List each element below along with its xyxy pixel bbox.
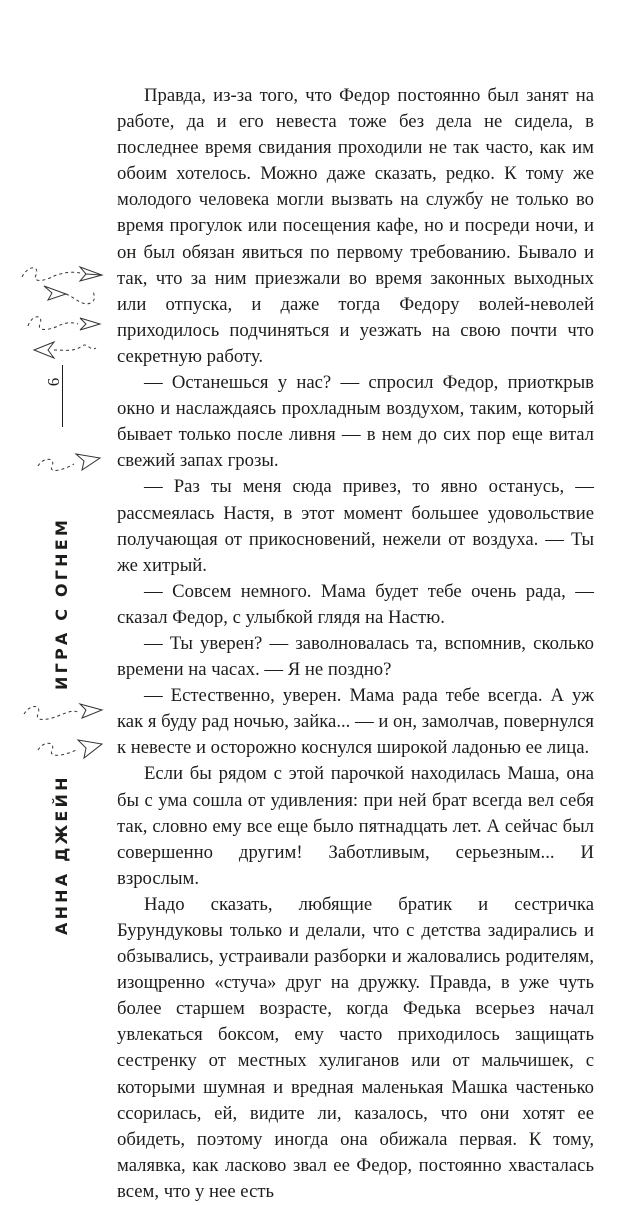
paragraph: Если бы рядом с этой парочкой находилась Маша, она бы с ума сошла от удивления: при ней брат всегда вел себя так, словно ему все еще было пятнадцать лет. А сейчас был совершенно другим! Заботливым, серьезным... И взрослым. [117,763,594,889]
left-margin [0,0,110,1000]
paragraph: — Ты уверен? — заволновалась та, вспомнив, сколько времени на часах. — Я не поздно? [117,632,594,681]
paper-plane-icon [20,696,106,726]
paragraph: — Естественно, уверен. Мама рада тебе всегда. А уж как я буду рад ночью, зайка... — и он, замолчав, повернулся к невесте и осторожно коснулся широкой ладонью ее лица. [117,685,594,759]
paper-plane-icon [24,306,104,340]
page-number: 6 [44,377,63,387]
paragraph: — Раз ты меня сюда привез, то явно останусь, — рассмеялась Настя, в этот момент большее удовольствие получающая от прикосновений, нежели от воздуха. — Ты же хитрый. [117,476,594,576]
paper-plane-icon [34,734,106,764]
body-text [117,83,594,1205]
book-title: ИГРА С ОГНЕМ [52,516,71,690]
paragraph: Надо сказать, любящие братик и сестричка Бурундуковы только и делали, что с детства задирались и обзывались, устраивали разборки и жаловались родителям, изощренно «стуча» друг на дружку. Правда, в уже чуть более старшем возрасте, когда Федька всерьез начал увлекаться боксом, ему часто приходилось защищать сестренку от местных хулиганов или от мальчишек, с которыми шумная и вредная маленькая Машка частенько ссорилась, ей, видите ли, казалось, что они хотят ее обидеть, поэтому иногда она обижала первая. К тому, малявка, как ласково звал ее Федор, постоянно хвасталась всем, что у нее есть [117,893,594,1202]
paper-plane-icon [30,336,102,364]
book-author: АННА ДЖЕЙН [52,774,71,935]
paper-plane-icon [34,448,104,478]
paragraph: Правда, из-за того, что Федор постоянно был занят на работе, да и его невеста тоже без дела не сидела, в последнее время свидания проходили не так часто, как им обоим хотелось. Можно даже сказать, редко. К тому же молодого человека могли вызвать на службу не только во время прогулок или посещения кафе, но и посреди ночи, и он был обязан явиться по первому требованию. Бывало и так, что за ним приезжали во время законных выходных или отпуска, и даже тогда Федору волей-неволей приходилось подчиняться и уезжать на свою почти что секретную работу. [117,85,594,367]
paragraph: — Останешься у нас? — спросил Федор, приоткрыв окно и наслаждаясь прохладным воздухом, таким, который бывает только после ливня — в нем до сих пор еще витал свежий запах грозы. [117,372,594,472]
paragraph: — Совсем немного. Мама будет тебе очень рада, — сказал Федор, с улыбкой глядя на Настю. [117,580,594,628]
